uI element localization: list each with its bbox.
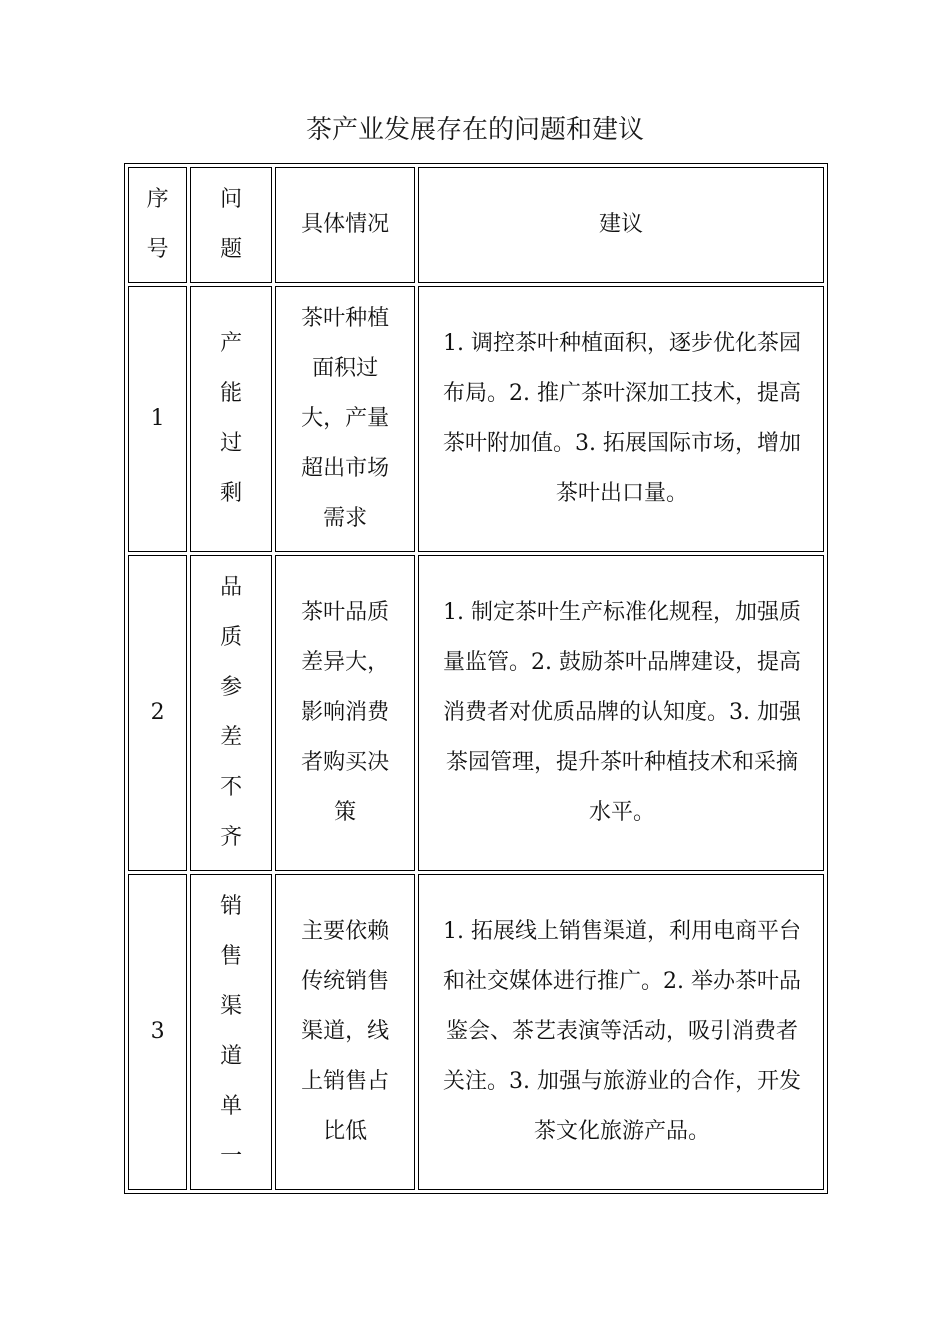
issue-cell <box>190 555 272 871</box>
detail-text: 茶叶品质差异大，影响消费者购买决策 <box>301 600 390 825</box>
row-number-cell <box>128 874 187 1190</box>
advice-cell <box>418 874 824 1190</box>
detail-cell <box>275 874 415 1190</box>
issue-text: 品质参差不齐 <box>220 575 243 850</box>
advice-cell <box>418 555 824 871</box>
issue-text: 产能过剩 <box>220 331 243 506</box>
detail-text: 茶叶种植面积过大，产量超出市场需求 <box>301 306 390 531</box>
detail-cell <box>275 555 415 871</box>
advice-text: 1. 制定茶叶生产标准化规程，加强质量监管。2. 鼓励茶叶品牌建设，提高消费者对优质品牌的认知度。3. 加强茶园管理，提升茶叶种植技术和采摘水平。 <box>443 600 802 825</box>
issues-table <box>124 163 828 1194</box>
header-cell-detail <box>275 167 415 283</box>
row-number: 2 <box>150 700 165 725</box>
issue-cell <box>190 874 272 1190</box>
table-row <box>128 286 824 552</box>
issue-cell <box>190 286 272 552</box>
header-cell-no <box>128 167 187 283</box>
table-row <box>128 555 824 871</box>
table-header-row <box>128 167 824 283</box>
header-issue-label: 问题 <box>220 187 243 262</box>
document-title: 茶产业发展存在的问题和建议 <box>305 115 644 145</box>
detail-text: 主要依赖传统销售渠道，线上销售占比低 <box>301 919 390 1144</box>
row-number-cell <box>128 286 187 552</box>
header-cell-advice <box>418 167 824 283</box>
advice-text: 1. 调控茶叶种植面积，逐步优化茶园布局。2. 推广茶叶深加工技术，提高茶叶附加值。3. 拓展国际市场，增加茶叶出口量。 <box>443 331 802 506</box>
issue-text: 销售渠道单一 <box>220 894 243 1169</box>
detail-cell <box>275 286 415 552</box>
header-cell-issue <box>190 167 272 283</box>
row-number: 1 <box>150 406 165 431</box>
header-no-label: 序号 <box>146 187 169 262</box>
header-detail-label: 具体情况 <box>301 212 390 237</box>
row-number: 3 <box>150 1019 165 1044</box>
advice-text: 1. 拓展线上销售渠道，利用电商平台和社交媒体进行推广。2. 举办茶叶品鉴会、茶艺表演等活动，吸引消费者关注。3. 加强与旅游业的合作，开发茶文化旅游产品。 <box>443 919 802 1144</box>
row-number-cell <box>128 555 187 871</box>
advice-cell <box>418 286 824 552</box>
table-row <box>128 874 824 1190</box>
header-advice-label: 建议 <box>599 212 644 237</box>
